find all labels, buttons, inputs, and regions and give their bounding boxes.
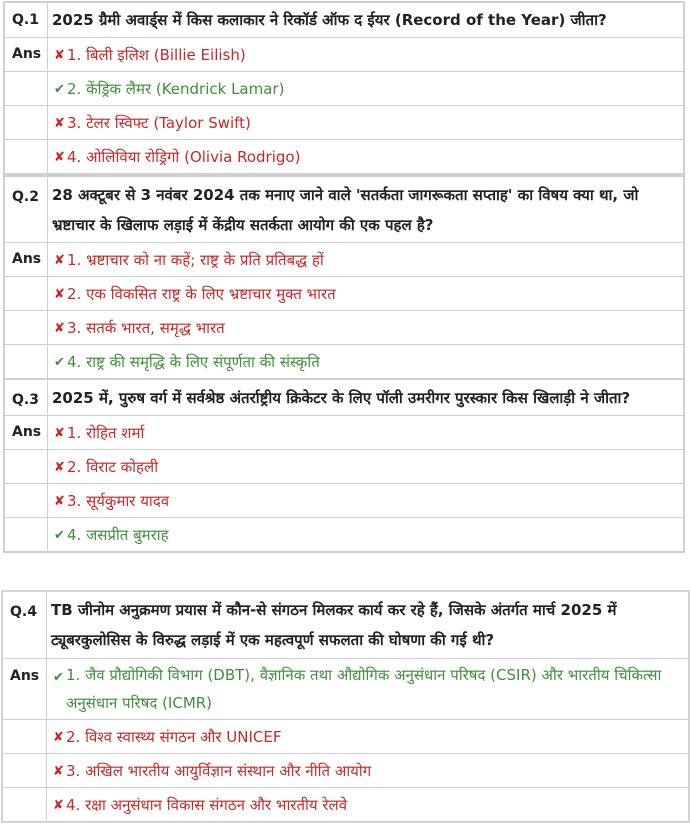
wrong-x-icon: ✘ — [54, 48, 65, 63]
wrong-x-icon: ✘ — [54, 321, 65, 336]
wrong-x-icon: ✘ — [53, 798, 64, 813]
option-3[interactable] — [48, 484, 683, 517]
empty-cell — [5, 72, 48, 106]
option-label: 4. ओलिविया रोड्रिगो (Olivia Rodrigo) — [67, 147, 301, 166]
question-block-3 — [3, 378, 685, 553]
question-text: 28 अक्टूबर से 3 नवंबर 2024 तक मनाए जाने वाले 'सतर्कता जागरूकता सप्ताह' का विषय क्या था, जो भ्रष्टाचार के खिलाफ लड़ाई में केंद्रीय सतर्कता आयोग की एक पहल है? — [48, 177, 684, 243]
option-label: 2. केंड्रिक लैमर (Kendrick Lamar) — [67, 79, 285, 98]
wrong-x-icon: ✘ — [54, 494, 65, 509]
empty-cell — [5, 140, 48, 174]
question-number: Q.3 — [5, 380, 48, 416]
wrong-x-icon: ✘ — [54, 116, 65, 131]
question-number: Q.1 — [5, 3, 48, 38]
correct-check-icon: ✔ — [54, 355, 65, 370]
option-4[interactable] — [48, 345, 683, 378]
wrong-x-icon: ✘ — [54, 426, 65, 441]
option-1[interactable] — [48, 243, 683, 276]
wrong-x-icon: ✘ — [53, 730, 64, 745]
wrong-x-icon: ✘ — [54, 253, 65, 268]
option-1[interactable] — [48, 38, 683, 71]
option-2[interactable] — [48, 277, 683, 310]
option-label: 3. सतर्क भारत, समृद्ध भारत — [67, 318, 225, 337]
wrong-x-icon: ✘ — [53, 764, 64, 779]
answers-label: Ans — [5, 38, 48, 72]
option-label: 1. जैव प्रौद्योगिकी विभाग (DBT), वैज्ञानिक तथा औद्योगिक अनुसंधान परिषद (CSIR) और भारतीय चिकित्सा अनुसंधान परिषद (ICMR) — [66, 666, 662, 712]
option-label: 4. जसप्रीत बुमराह — [67, 525, 169, 544]
empty-cell — [5, 345, 48, 379]
question-block-4 — [1, 590, 690, 823]
option-label: 3. टेलर स्विफ्ट (Taylor Swift) — [67, 113, 251, 132]
empty-cell — [5, 518, 48, 552]
wrong-x-icon: ✘ — [54, 287, 65, 302]
option-4[interactable] — [48, 518, 683, 551]
option-1[interactable] — [48, 416, 683, 449]
answers-label: Ans — [5, 416, 48, 450]
question-number: Q.4 — [3, 592, 47, 659]
wrong-x-icon: ✘ — [54, 150, 65, 165]
option-label: 2. विश्व स्वास्थ्य संगठन और UNICEF — [66, 727, 282, 746]
empty-cell — [5, 484, 48, 518]
empty-cell — [3, 788, 47, 822]
empty-cell — [5, 450, 48, 484]
question-number: Q.2 — [5, 177, 48, 243]
option-1[interactable] — [47, 659, 688, 719]
wrong-x-icon: ✘ — [54, 460, 65, 475]
question-text: 2025 में, पुरुष वर्ग में सर्वश्रेष्ठ अंतर्राष्ट्रीय क्रिकेटर के लिए पॉली उमरीगर पुरस्कार किस खिलाड़ी ने जीता? — [48, 380, 684, 416]
option-label: 4. रक्षा अनुसंधान विकास संगठन और भारतीय रेलवे — [66, 795, 348, 814]
option-2[interactable] — [48, 72, 683, 105]
empty-cell — [3, 720, 47, 754]
answers-label: Ans — [3, 659, 47, 720]
question-block-2 — [3, 175, 685, 380]
question-text: TB जीनोम अनुक्रमण प्रयास में कौन-से संगठन मिलकर कार्य कर रहे हैं, जिसके अंतर्गत मार्च 2025 में ट्यूबरकुलोसिस के विरुद्ध लड़ाई में एक महत्वपूर्ण सफलता की घोषणा की गई थी? — [47, 592, 689, 659]
correct-check-icon: ✔ — [54, 82, 65, 97]
question-text: 2025 ग्रैमी अवार्ड्स में किस कलाकार ने रिकॉर्ड ऑफ द ईयर (Record of the Year) जीता? — [48, 3, 684, 38]
option-label: 3. सूर्यकुमार यादव — [67, 491, 170, 510]
option-label: 1. भ्रष्टाचार को ना कहें; राष्ट्र के प्रति प्रतिबद्ध हों — [67, 250, 324, 269]
correct-check-icon: ✔ — [54, 528, 65, 543]
option-3[interactable] — [48, 311, 683, 344]
empty-cell — [5, 311, 48, 345]
option-label: 3. अखिल भारतीय आयुर्विज्ञान संस्थान और नीति आयोग — [66, 761, 372, 780]
option-4[interactable] — [48, 140, 683, 173]
option-label: 1. बिली इलिश (Billie Eilish) — [67, 45, 246, 64]
option-label: 2. एक विकसित राष्ट्र के लिए भ्रष्टाचार मुक्त भारत — [67, 284, 336, 303]
empty-cell — [5, 277, 48, 311]
option-label: 4. राष्ट्र की समृद्धि के लिए संपूर्णता की संस्कृति — [67, 352, 320, 371]
question-block-1 — [3, 1, 685, 175]
option-2[interactable] — [47, 720, 688, 753]
option-label: 2. विराट कोहली — [67, 457, 159, 476]
option-3[interactable] — [47, 754, 688, 787]
answers-label: Ans — [5, 243, 48, 277]
correct-check-icon: ✔ — [53, 670, 64, 685]
option-3[interactable] — [48, 106, 683, 139]
option-label: 1. रोहित शर्मा — [67, 423, 145, 442]
empty-cell — [3, 754, 47, 788]
empty-cell — [5, 106, 48, 140]
option-4[interactable] — [47, 788, 688, 821]
option-2[interactable] — [48, 450, 683, 483]
